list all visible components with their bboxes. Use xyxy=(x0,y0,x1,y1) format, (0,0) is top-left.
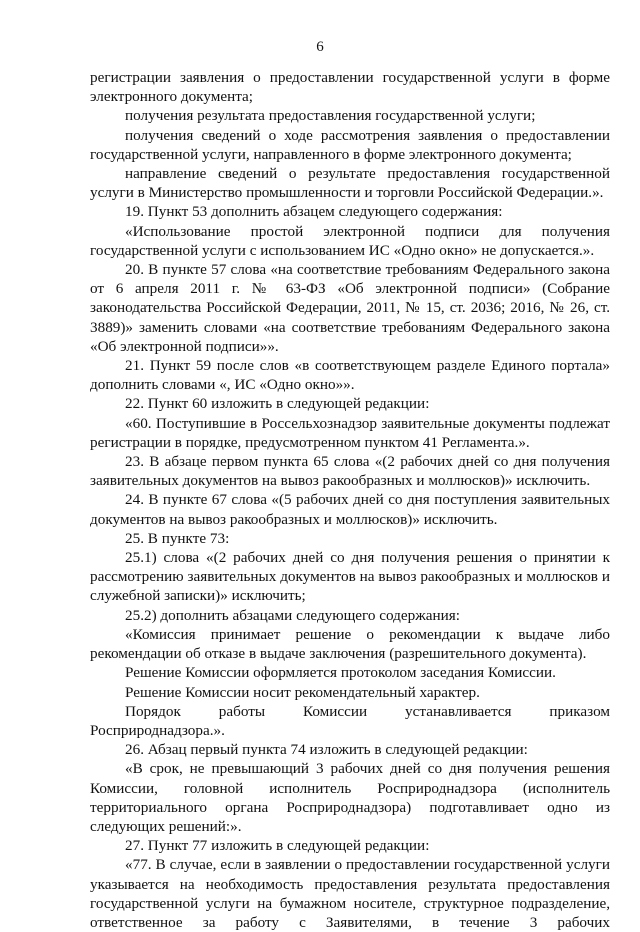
paragraph: 22. Пункт 60 изложить в следующей редакции: xyxy=(125,395,430,413)
paragraph: Решение Комиссии носит рекомендательный характер. xyxy=(125,683,480,701)
paragraph: 25. В пункте 73: xyxy=(125,529,230,547)
paragraph: 23. В абзаце первом пункта 65 слова «(2 рабочих дней со дня получения заявительных документов на вывоз ракообразных и моллюсков)» исключить. xyxy=(90,453,610,490)
paragraph: 27. Пункт 77 изложить в следующей редакции: xyxy=(125,837,430,855)
paragraph: «60. Поступившие в Россельхознадзор заявительные документы подлежат регистрации в порядке, предусмотренном пунктом 41 Регламента.». xyxy=(90,414,610,451)
paragraph: 20. В пункте 57 слова «на соответствие требованиям Федерального закона от 6 апреля 2011 г. № 63-ФЗ «Об электронной подписи» (Собрание законодательства Российской Федерации, 2011, № 15, ст. 2036; 2016, № 26, ст. 3889)» заменить словами «на соответствие требованиям Федерального закона «Об электронной подписи»». xyxy=(90,261,610,355)
paragraph: 21. Пункт 59 после слов «в соответствующем разделе Единого портала» дополнить словами «, ИС «Одно окно»». xyxy=(90,357,610,394)
paragraph: «77. В случае, если в заявлении о предоставлении государственной услуги указывается на необходимость предоставления результата предоставления государственной услуги на бумажном носителе, структурное подразделение, ответственное за работу с Заявителями, в течение 3 рабочих xyxy=(90,856,610,931)
paragraph: 19. Пункт 53 дополнить абзацем следующего содержания: xyxy=(125,203,503,221)
paragraph: Порядок работы Комиссии устанавливается приказом Росприроднадзора.». xyxy=(90,702,610,739)
paragraph: 25.1) слова «(2 рабочих дней со дня получения решения о принятии к рассмотрению заявительных документов на вывоз ракообразных и моллюсков и служебной записки)» исключить; xyxy=(90,549,610,605)
paragraph: 26. Абзац первый пункта 74 изложить в следующей редакции: xyxy=(125,741,528,759)
document-body xyxy=(90,68,610,932)
paragraph: «Использование простой электронной подписи для получения государственной услуги с использованием ИС «Одно окно» не допускается.». xyxy=(90,222,610,259)
paragraph: получения результата предоставления государственной услуги; xyxy=(125,107,536,125)
page-number: 6 xyxy=(316,39,324,55)
paragraph: 25.2) дополнить абзацами следующего содержания: xyxy=(125,606,460,624)
paragraph: «Комиссия принимает решение о рекомендации к выдаче либо рекомендации об отказе в выдаче заключения (разрешительного документа). xyxy=(90,625,610,663)
paragraph: получения сведений о ходе рассмотрения заявления о предоставлении государственной услуги, направленного в форме электронного документа; xyxy=(90,126,610,163)
paragraph: регистрации заявления о предоставлении государственной услуги в форме электронного документа; xyxy=(90,69,610,106)
paragraph: «В срок, не превышающий 3 рабочих дней со дня получения решения Комиссии, головной исполнитель Росприроднадзора (исполнитель территориального органа Росприроднадзора) подготавливает одно из следующих решений:». xyxy=(90,760,610,835)
paragraph: направление сведений о результате предоставления государственной услуги в Министерство промышленности и торговли Российской Федерации.». xyxy=(90,165,610,202)
paragraph: 24. В пункте 67 слова «(5 рабочих дней со дня поступления заявительных документов на вывоз ракообразных и моллюсков)» исключить. xyxy=(90,491,610,528)
paragraph: Решение Комиссии оформляется протоколом заседания Комиссии. xyxy=(125,664,556,682)
